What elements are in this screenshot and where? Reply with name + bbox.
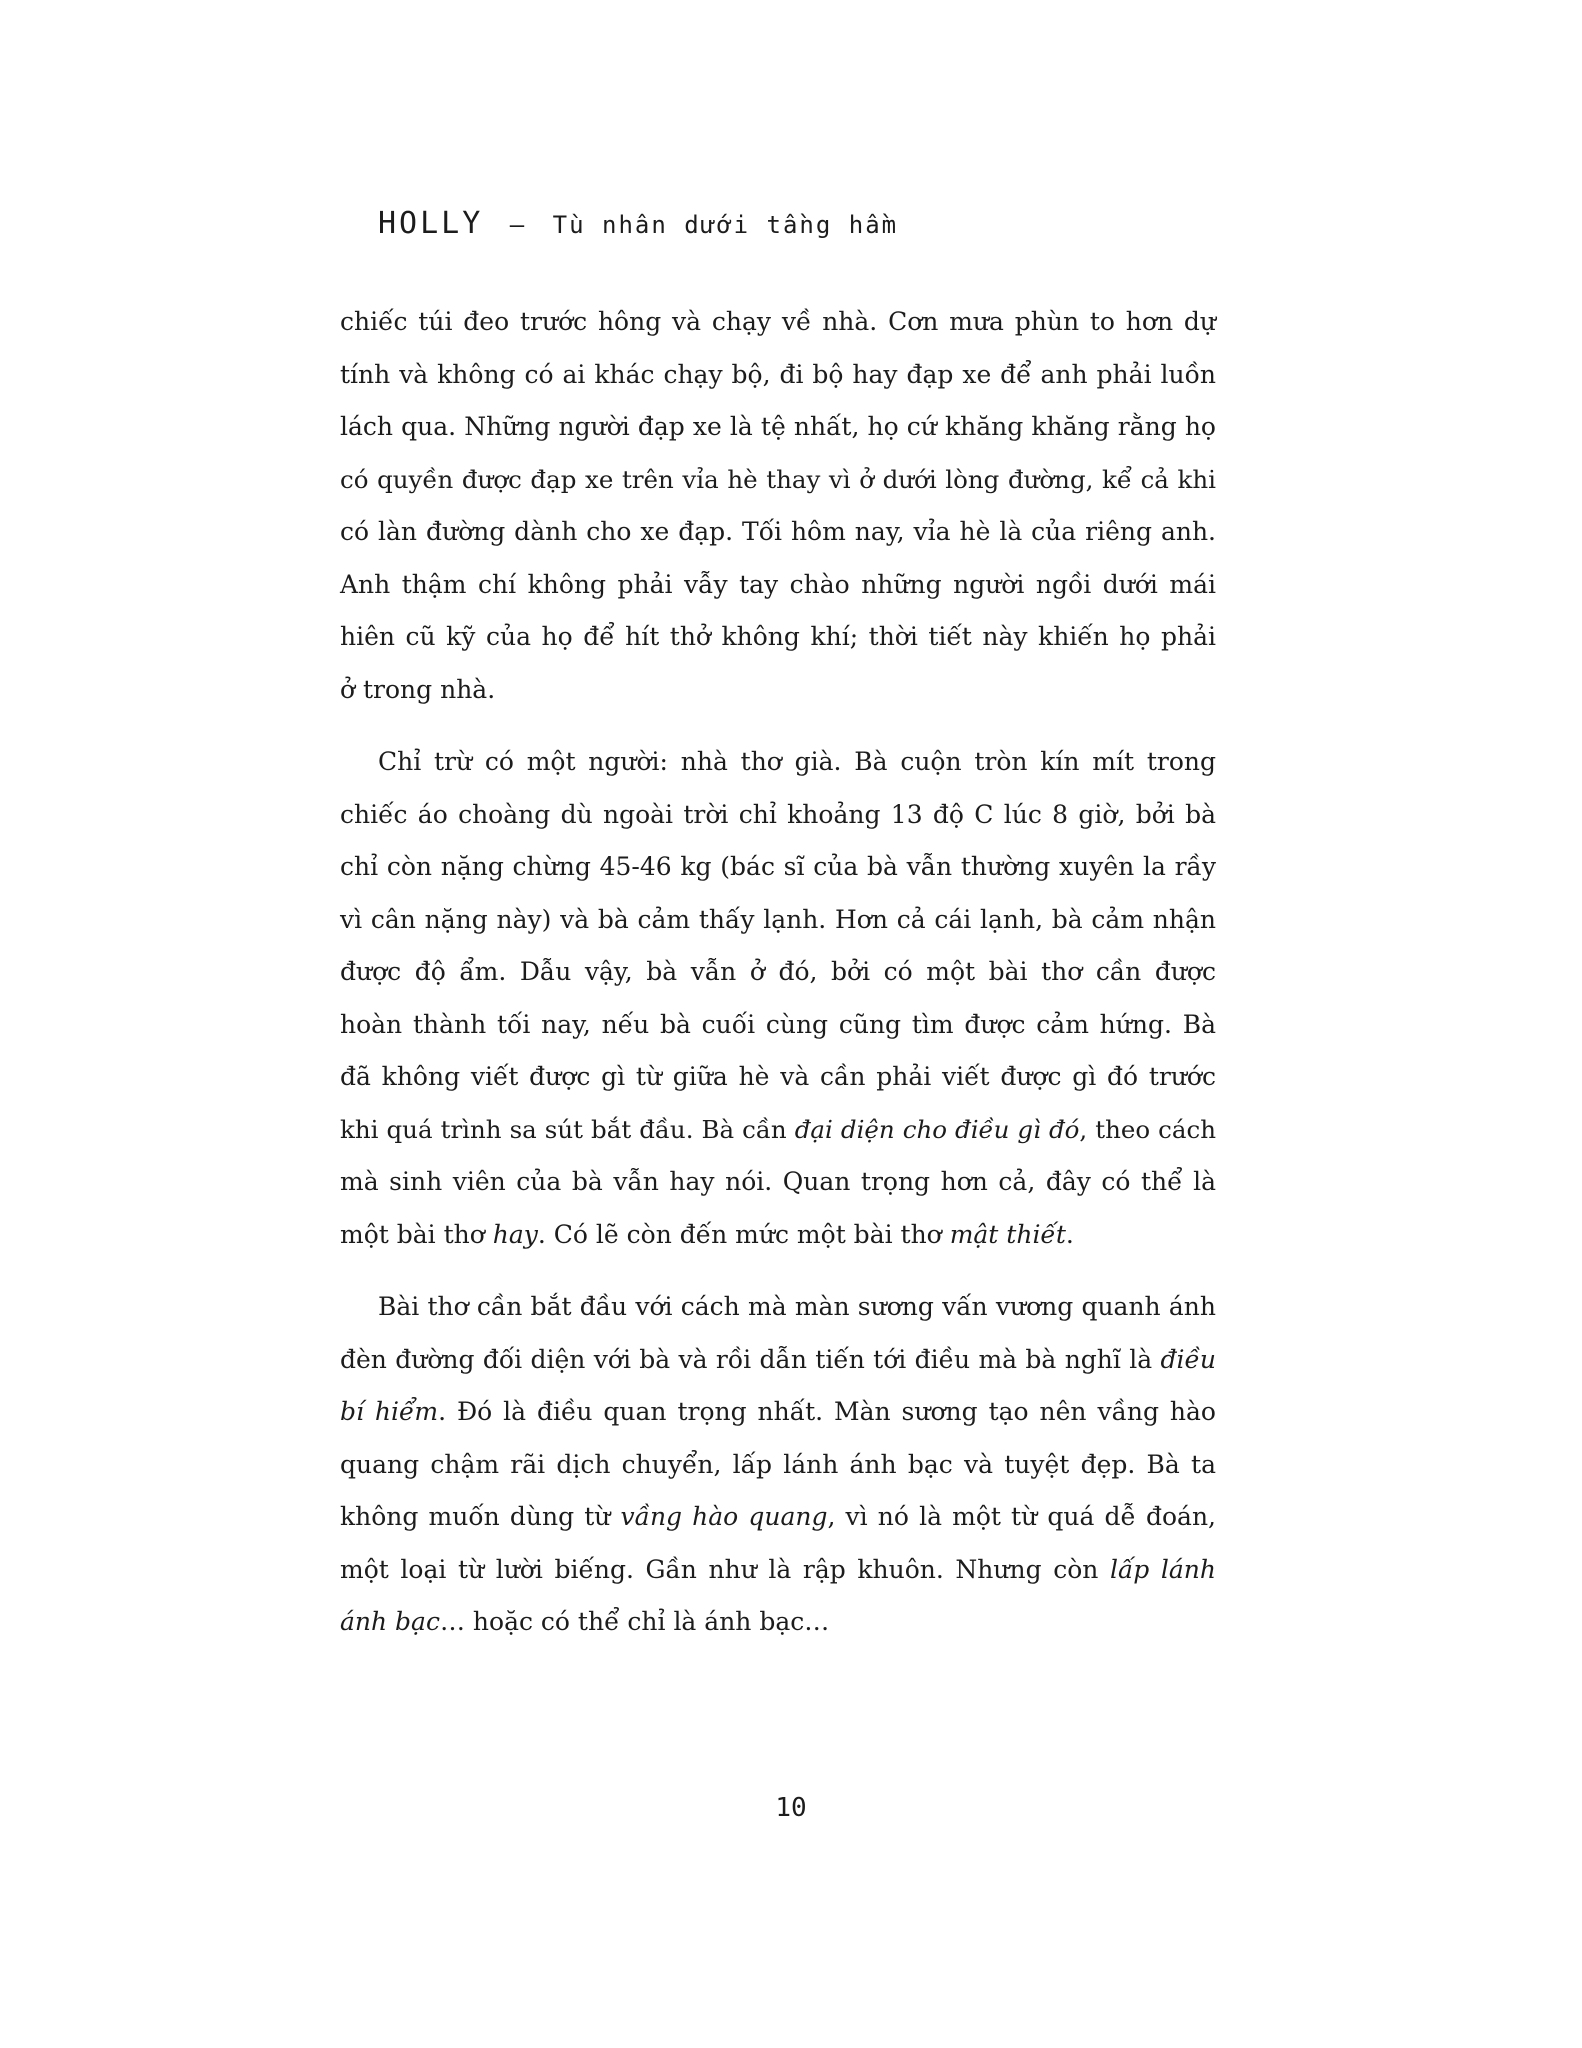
text-line: hoàn thành tối nay, nếu bà cuối cùng cũng tìm được cảm hứng. Bà — [340, 1009, 1216, 1039]
text-line: một bài thơ hay. Có lẽ còn đến mức một bài thơ mật thiết. — [340, 1219, 1074, 1249]
italic-phrase: lấp lánh — [1109, 1554, 1216, 1584]
text-line: tính và không có ai khác chạy bộ, đi bộ hay đạp xe để anh phải luồn — [340, 359, 1216, 389]
text-line: Anh thậm chí không phải vẫy tay chào những người ngồi dưới mái — [340, 569, 1216, 599]
paragraph-1 — [340, 296, 1216, 716]
text-line: vì cân nặng này) và bà cảm thấy lạnh. Hơn cả cái lạnh, bà cảm nhận — [340, 904, 1216, 934]
text-line: hiên cũ kỹ của họ để hít thở không khí; thời tiết này khiến họ phải — [340, 622, 1216, 651]
text-line: chiếc áo choàng dù ngoài trời chỉ khoảng 13 độ C lúc 8 giờ, bởi bà — [340, 799, 1216, 829]
page-number: 10 — [775, 1793, 807, 1823]
text-line: khi quá trình sa sút bắt đầu. Bà cần đại diện cho điều gì đó, theo cách — [340, 1114, 1216, 1144]
text-line: chỉ còn nặng chừng 45-46 kg (bác sĩ của bà vẫn thường xuyên la rầy — [340, 852, 1216, 881]
text-line: có làn đường dành cho xe đạp. Tối hôm nay, vỉa hè là của riêng anh. — [340, 517, 1216, 546]
text-line: lách qua. Những người đạp xe là tệ nhất, họ cứ khăng khăng rằng họ — [340, 412, 1216, 441]
text-line: ánh bạc… hoặc có thể chỉ là ánh bạc… — [340, 1607, 830, 1636]
book-subtitle: Tù nhân dưới tầng hầm — [552, 211, 899, 239]
text-line: không muốn dùng từ vầng hào quang, vì nó là một từ quá dễ đoán, — [340, 1502, 1216, 1531]
italic-phrase: mật thiết — [949, 1219, 1066, 1249]
italic-phrase: vầng hào quang — [620, 1502, 828, 1531]
italic-phrase: bí hiểm — [340, 1397, 439, 1426]
italic-phrase: hay — [492, 1219, 538, 1249]
paragraph-gap — [340, 1261, 1216, 1281]
header-separator: – — [509, 211, 527, 239]
text-line: chiếc túi đeo trước hông và chạy về nhà. Cơn mưa phùn to hơn dự — [340, 307, 1216, 336]
italic-phrase: đại diện cho điều gì đó — [794, 1114, 1080, 1144]
text-line: Bài thơ cần bắt đầu với cách mà màn sương vấn vương quanh ánh — [378, 1292, 1216, 1321]
body-text — [340, 296, 1216, 1649]
text-line: Chỉ trừ có một người: nhà thơ già. Bà cuộn tròn kín mít trong — [378, 747, 1216, 776]
text-line: bí hiểm. Đó là điều quan trọng nhất. Màn sương tạo nên vầng hào — [340, 1397, 1216, 1426]
text-line: quang chậm rãi dịch chuyển, lấp lánh ánh bạc và tuyệt đẹp. Bà ta — [340, 1449, 1216, 1479]
text-line: một loại từ lười biếng. Gần như là rập khuôn. Nhưng còn lấp lánh — [340, 1554, 1216, 1584]
text-line: đã không viết được gì từ giữa hè và cần phải viết được gì đó trước — [340, 1062, 1216, 1091]
text-line: có quyền được đạp xe trên vỉa hè thay vì ở dưới lòng đường, kể cả khi — [340, 464, 1216, 494]
book-title: HOLLY — [378, 206, 484, 241]
italic-phrase: điều — [1160, 1344, 1216, 1374]
text-line: đèn đường đối diện với bà và rồi dẫn tiến tới điều mà bà nghĩ là điều — [340, 1344, 1216, 1374]
text-line: được độ ẩm. Dẫu vậy, bà vẫn ở đó, bởi có một bài thơ cần được — [340, 957, 1216, 986]
paragraph-gap — [340, 716, 1216, 736]
running-header — [378, 206, 898, 241]
paragraph-2 — [340, 736, 1216, 1261]
italic-phrase: ánh bạc — [340, 1607, 440, 1636]
text-line: ở trong nhà. — [340, 674, 496, 704]
text-line: mà sinh viên của bà vẫn hay nói. Quan trọng hơn cả, đây có thể là — [340, 1167, 1216, 1196]
paragraph-3 — [340, 1281, 1216, 1649]
